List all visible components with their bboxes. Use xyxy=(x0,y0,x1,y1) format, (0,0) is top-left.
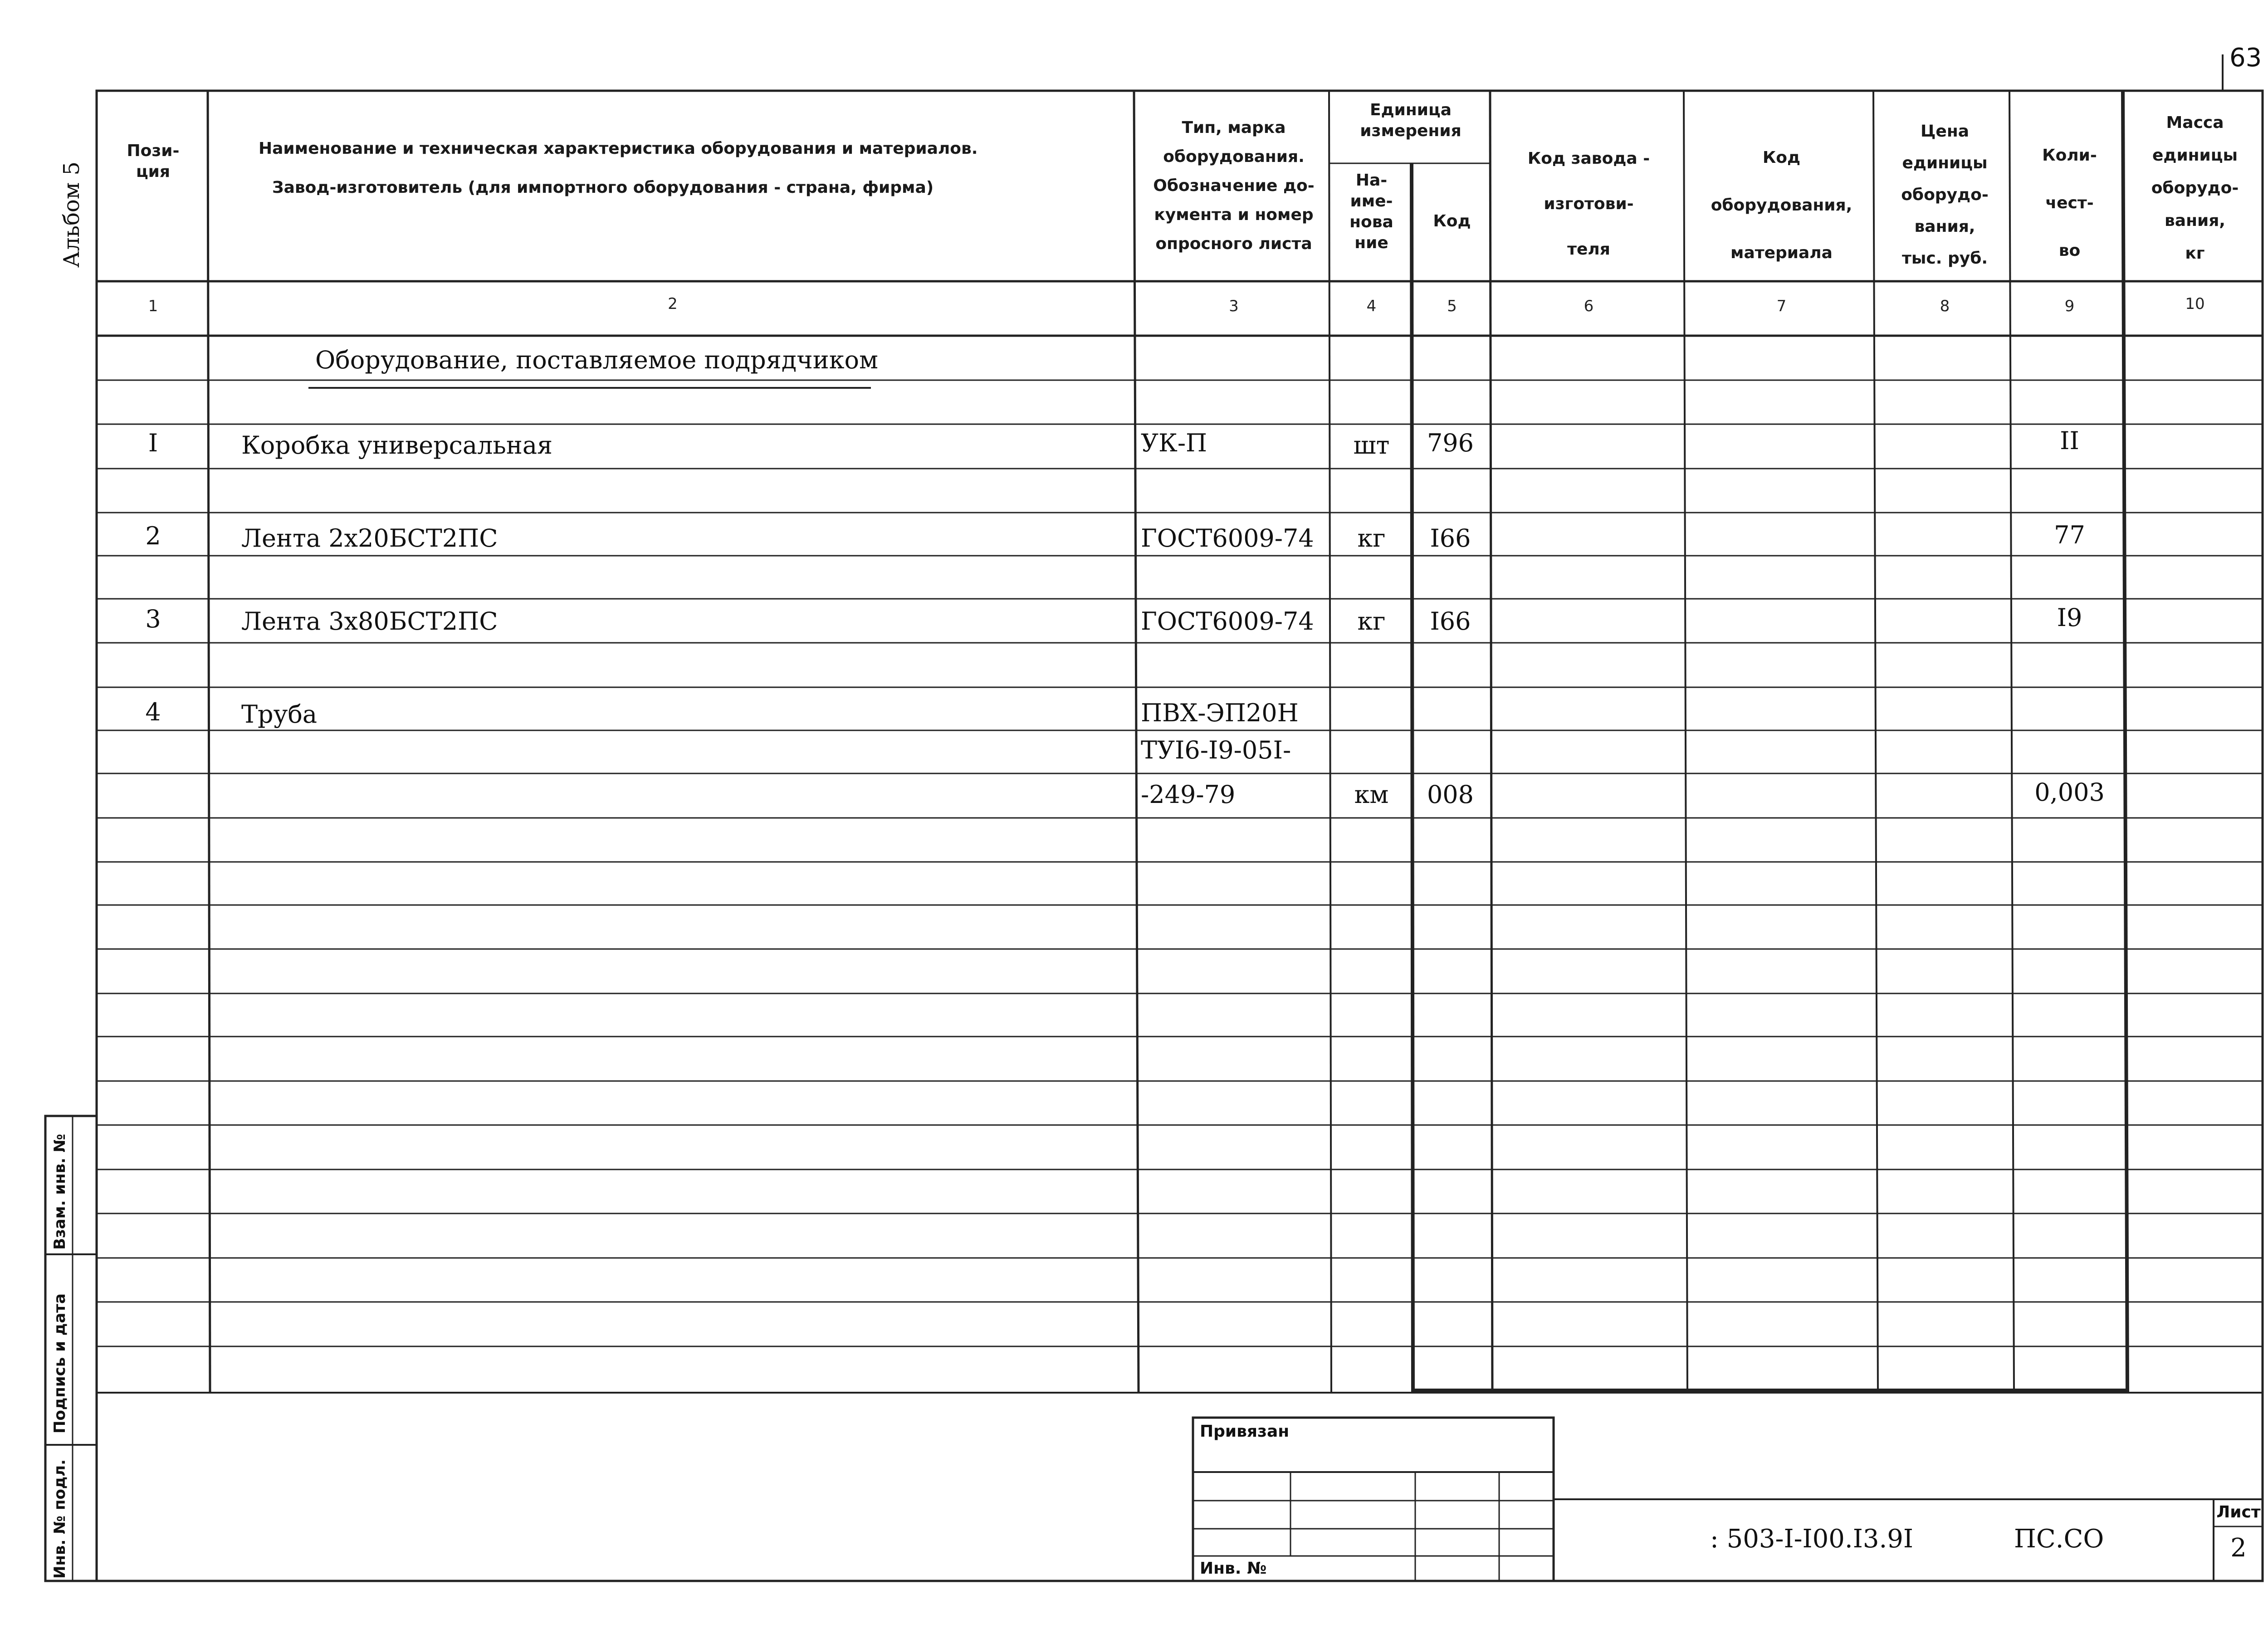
item-4-unit: км xyxy=(1354,780,1389,809)
col-number-7: 7 xyxy=(1776,297,1787,315)
col-number-8: 8 xyxy=(1940,297,1950,315)
header-col10: Масса единицы оборудо- вания, кг xyxy=(2151,113,2239,263)
header-col1: Пози- ция xyxy=(127,142,180,181)
page-number: 63 xyxy=(2229,43,2262,73)
header-col4: На- име- нова ние xyxy=(1349,171,1393,252)
header-col3: Тип, марка оборудования. Обозначение до- кумента и номер опросного листа xyxy=(1153,118,1315,253)
stamp-privyazan: Привязан xyxy=(1200,1422,1290,1441)
section-title: Оборудование, поставляемое подрядчиком xyxy=(315,346,879,374)
item-2-code: I66 xyxy=(1430,524,1471,553)
col-number-5: 5 xyxy=(1447,297,1457,315)
item-2-pos: 2 xyxy=(145,522,161,550)
item-3-type: ГОСТ6009-74 xyxy=(1141,607,1314,636)
header-col7: Код оборудования, материала xyxy=(1711,148,1853,262)
header-col9: Коли- чест- во xyxy=(2042,146,2097,260)
item-3-unit: кг xyxy=(1357,607,1386,636)
item-2-name: Лента 2х20БСТ2ПС xyxy=(241,524,498,553)
item-1-qty: II xyxy=(2060,426,2079,455)
item-1-name: Коробка универсальная xyxy=(241,431,553,460)
stamp-inv-podl: Инв. № подл. xyxy=(51,1459,69,1579)
item-1-pos: I xyxy=(148,429,158,457)
item-1-unit: шт xyxy=(1353,431,1390,460)
document-suffix: ПС.СО xyxy=(2014,1524,2104,1554)
stamp-vzam-inv: Взам. инв. № xyxy=(51,1134,69,1250)
item-3-code: I66 xyxy=(1430,607,1471,636)
header-unit-group: Единица измерения xyxy=(1360,101,1461,140)
sheet-number: 2 xyxy=(2230,1533,2247,1563)
sheet-label: Лист xyxy=(2216,1503,2261,1521)
item-1-type: УК-П xyxy=(1141,429,1207,457)
item-4-type-line-2: ТУI6-I9-05I- xyxy=(1141,736,1291,764)
col-number-3: 3 xyxy=(1229,297,1239,315)
header-col8: Цена единицы оборудо- вания, тыс. руб. xyxy=(1901,122,1989,268)
col-number-4: 4 xyxy=(1366,297,1377,315)
document-code: : 503-I-I00.I3.9I xyxy=(1710,1524,1913,1554)
item-2-unit: кг xyxy=(1357,524,1386,553)
item-1-code: 796 xyxy=(1427,429,1474,457)
header-col2: Наименование и техническая характеристика оборудования и материалов. Завод-изготовитель (для импортного оборудования - страна, фирма) xyxy=(259,139,978,197)
stamp-podpis-data: Подпись и дата xyxy=(51,1293,69,1433)
item-4-name: Труба xyxy=(241,700,318,729)
col-number-6: 6 xyxy=(1584,297,1594,315)
item-4-pos: 4 xyxy=(145,698,161,726)
item-3-pos: 3 xyxy=(145,605,161,633)
item-4-qty: 0,003 xyxy=(2034,778,2105,807)
item-4-code: 008 xyxy=(1427,780,1474,809)
item-2-qty: 77 xyxy=(2054,521,2085,549)
header-col6: Код завода - изготови- теля xyxy=(1527,149,1650,259)
col-number-9: 9 xyxy=(2064,297,2075,315)
stamp-inv-no: Инв. № xyxy=(1200,1559,1267,1578)
album-label: Альбом 5 xyxy=(59,161,84,268)
item-4-type-line-1: ПВХ-ЭП20Н xyxy=(1141,699,1299,727)
item-4-type-line-3: -249-79 xyxy=(1141,780,1236,809)
col-number-10: 10 xyxy=(2185,295,2205,313)
header-col5: Код xyxy=(1433,212,1471,230)
item-2-type: ГОСТ6009-74 xyxy=(1141,524,1314,553)
col-number-2: 2 xyxy=(668,295,678,313)
col-number-1: 1 xyxy=(148,297,158,315)
item-3-name: Лента 3х80БСТ2ПС xyxy=(241,607,498,636)
item-3-qty: I9 xyxy=(2057,603,2082,632)
